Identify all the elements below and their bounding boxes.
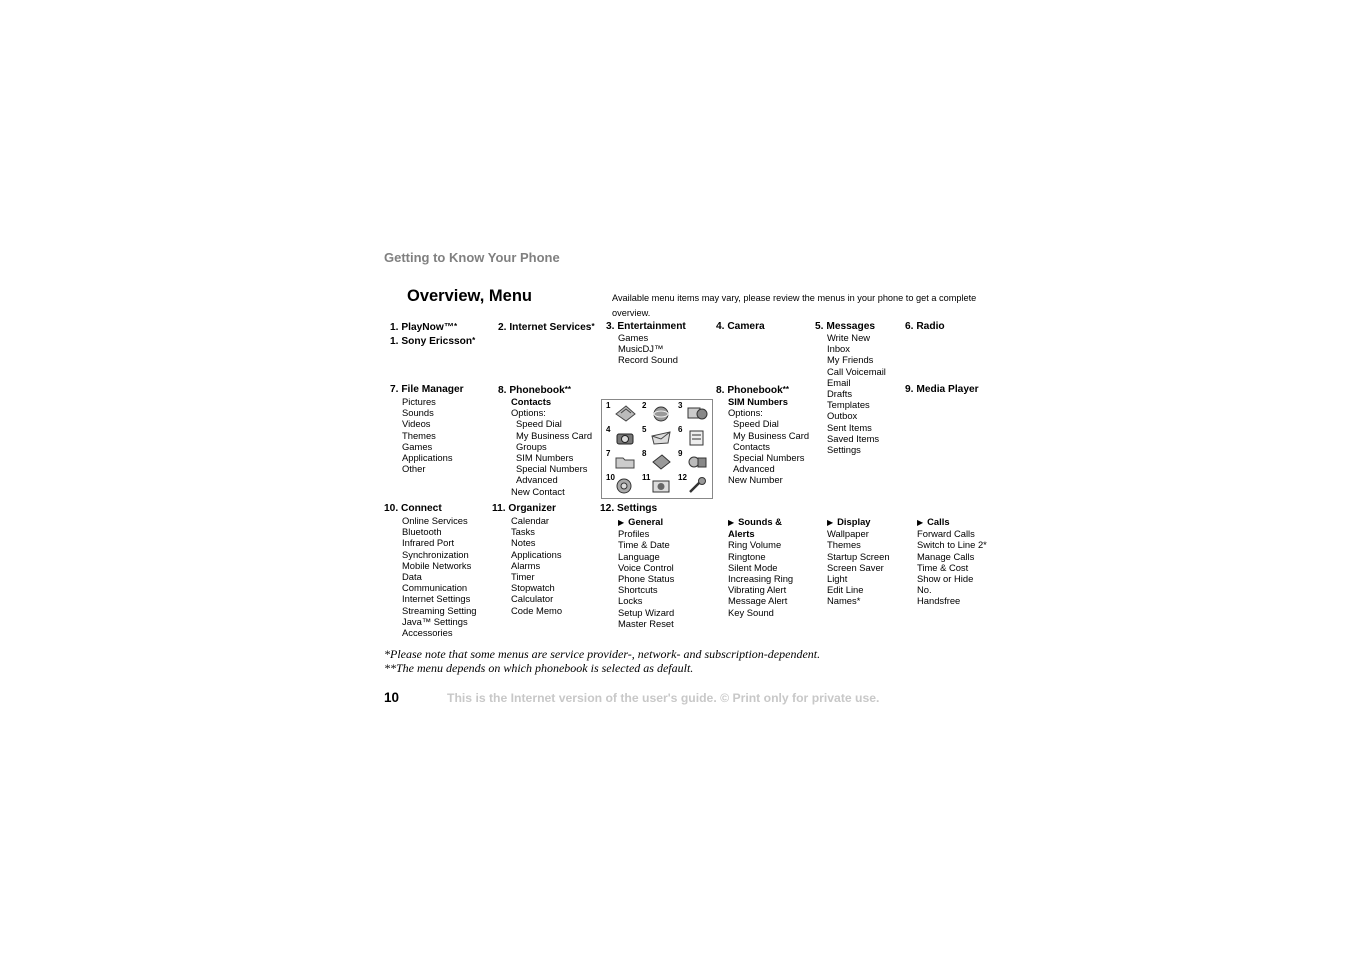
menu-item-label: SIM Numbers — [516, 452, 574, 464]
menu-heading-camera — [716, 320, 765, 334]
menu-item-label: Display — [837, 516, 871, 527]
submenu-phonebook2 — [728, 396, 809, 486]
menu-item-label: Sounds & — [738, 516, 782, 527]
menu-item — [402, 396, 453, 407]
menu-item-label: Stopwatch — [511, 582, 555, 594]
menu-icon-number: 7 — [606, 449, 611, 458]
menu-heading-label: 4. Camera — [716, 321, 765, 332]
menu-item-label: Time & Date — [618, 539, 670, 551]
menu-item — [827, 377, 886, 388]
file-manager-icon — [614, 452, 636, 470]
menu-item-label: Calendar — [511, 515, 550, 526]
menu-item — [511, 571, 562, 582]
settings-group-sounds — [728, 516, 793, 618]
menu-item-label: Data — [402, 571, 422, 583]
menu-icon-number: 6 — [678, 425, 683, 434]
menu-item — [827, 528, 890, 539]
messages-icon — [650, 428, 672, 446]
menu-item — [827, 422, 886, 433]
menu-heading-radio — [905, 320, 945, 334]
connect-icon — [614, 476, 636, 494]
menu-icon-number: 9 — [678, 449, 683, 458]
menu-item-label: Advanced — [516, 474, 558, 486]
menu-item — [917, 528, 987, 539]
menu-item-label: Edit Line — [827, 584, 864, 596]
menu-item — [917, 539, 987, 550]
menu-item-label: Communication — [402, 582, 468, 594]
menu-item-label: Locks — [618, 595, 643, 607]
menu-item — [827, 584, 890, 595]
menu-item-label: General — [628, 516, 664, 527]
menu-item — [728, 452, 809, 463]
menu-item — [728, 516, 793, 528]
menu-item — [511, 549, 562, 560]
menu-item-label: Speed Dial — [516, 418, 562, 430]
menu-item — [402, 463, 453, 474]
menu-item — [402, 441, 453, 452]
menu-item-label: Sent Items — [827, 421, 872, 433]
menu-item — [827, 516, 890, 528]
menu-item-label: Language — [618, 550, 660, 562]
menu-item — [511, 605, 562, 616]
footnote-marker: * — [591, 322, 595, 331]
menu-icon-grid — [601, 399, 713, 499]
menu-item-label: Templates — [827, 399, 870, 411]
menu-item — [618, 332, 678, 343]
menu-item-label: Voice Control — [618, 561, 674, 573]
menu-item-label: Notes — [511, 537, 536, 549]
menu-item-label: Java™ Settings — [402, 615, 468, 627]
menu-item — [917, 573, 987, 584]
settings-group-general — [618, 516, 674, 629]
menu-item-label: Mobile Networks — [402, 559, 472, 571]
menu-item — [402, 452, 453, 463]
menu-item — [827, 388, 886, 399]
menu-item — [827, 332, 886, 343]
menu-item-label: Groups — [516, 440, 547, 452]
menu-item — [728, 418, 809, 429]
menu-item — [402, 549, 477, 560]
menu-item-label: Wallpaper — [827, 528, 869, 540]
menu-item — [402, 430, 453, 441]
menu-item — [917, 562, 987, 573]
menu-icon-cell — [675, 425, 711, 449]
menu-item — [618, 562, 674, 573]
menu-item-label: No. — [917, 584, 932, 596]
menu-item-label: Contacts — [511, 396, 552, 407]
menu-icon-number: 12 — [678, 473, 687, 482]
menu-heading-label: 5. Messages — [815, 321, 876, 332]
menu-icon-cell — [675, 401, 711, 425]
menu-item — [402, 616, 477, 627]
menu-item — [511, 396, 592, 407]
section-header: Getting to Know Your Phone — [384, 250, 560, 265]
menu-item — [728, 595, 793, 606]
menu-item-label: Ringtone — [728, 550, 766, 562]
menu-item-label: Write New — [827, 332, 871, 343]
menu-item — [511, 486, 592, 497]
menu-item — [827, 444, 886, 455]
settings-icon — [686, 476, 708, 494]
menu-heading-connect — [384, 502, 442, 516]
menu-item — [827, 539, 890, 550]
menu-heading-label: 9. Media Player — [905, 384, 979, 395]
menu-item — [728, 463, 809, 474]
menu-icon-cell — [639, 473, 675, 497]
page-title: Overview, Menu — [407, 287, 533, 305]
menu-item-label: Options: — [511, 407, 546, 419]
menu-item-label: My Friends — [827, 354, 874, 366]
menu-item-label: Timer — [511, 571, 535, 583]
menu-item-label: Forward Calls — [917, 528, 975, 540]
menu-item-label: My Business Card — [516, 429, 593, 441]
menu-item — [728, 584, 793, 595]
footnote-marker: ** — [564, 385, 572, 394]
menu-heading-label: 3. Entertainment — [606, 321, 686, 332]
menu-icon-number: 2 — [642, 401, 647, 410]
menu-item — [618, 539, 674, 550]
menu-item — [618, 573, 674, 584]
menu-item — [618, 343, 678, 354]
submenu-filemanager — [402, 396, 453, 474]
menu-item — [618, 595, 674, 606]
menu-item — [728, 430, 809, 441]
menu-item — [827, 410, 886, 421]
menu-item-label: Saved Items — [827, 432, 880, 444]
menu-icon-number: 10 — [606, 473, 615, 482]
menu-item-label: Themes — [402, 429, 436, 441]
menu-icon-cell — [603, 449, 639, 473]
menu-item — [917, 584, 987, 595]
menu-item-label: Online Services — [402, 515, 468, 526]
arrow-right-icon: ▶ — [728, 518, 735, 527]
menu-item-label: Videos — [402, 418, 431, 430]
media-player-icon — [686, 452, 708, 470]
menu-heading-playnow — [390, 320, 457, 335]
menu-item — [618, 551, 674, 562]
menu-item — [511, 430, 592, 441]
arrow-right-icon: ▶ — [827, 518, 834, 527]
menu-item — [618, 607, 674, 618]
menu-item — [402, 407, 453, 418]
menu-item-label: Calculator — [511, 593, 554, 605]
menu-item — [402, 537, 477, 548]
menu-item-label: Record Sound — [618, 354, 678, 366]
menu-item — [402, 627, 477, 638]
menu-item — [402, 582, 477, 593]
intro-text: Available menu items may vary, please review the menus in your phone to get a complete overview. — [612, 293, 977, 318]
menu-item — [511, 560, 562, 571]
menu-item-label: Silent Mode — [728, 561, 778, 573]
menu-icon-number: 5 — [642, 425, 647, 434]
menu-item — [618, 528, 674, 539]
menu-item — [402, 571, 477, 582]
menu-item-label: Switch to Line 2* — [917, 539, 987, 551]
menu-item — [827, 433, 886, 444]
menu-item — [511, 418, 592, 429]
menu-item-label: Games — [618, 332, 649, 343]
menu-item-label: Startup Screen — [827, 550, 890, 562]
menu-item-label: Advanced — [733, 463, 775, 475]
menu-item-label: Speed Dial — [733, 418, 779, 430]
menu-item — [402, 526, 477, 537]
settings-group-calls — [917, 516, 987, 607]
menu-item — [728, 539, 793, 550]
menu-item — [827, 366, 886, 377]
submenu-connect — [402, 515, 477, 638]
menu-item — [402, 418, 453, 429]
menu-item — [728, 551, 793, 562]
menu-heading-settings — [600, 502, 657, 516]
organizer-icon — [650, 476, 672, 494]
menu-icon-number: 8 — [642, 449, 647, 458]
menu-item — [511, 515, 562, 526]
menu-item-label: Handsfree — [917, 595, 961, 607]
menu-item-label: Screen Saver — [827, 561, 884, 573]
menu-item-label: Setup Wizard — [618, 606, 675, 618]
menu-item-label: Message Alert — [728, 595, 788, 607]
menu-item — [917, 516, 987, 528]
menu-heading-filemanager — [390, 383, 464, 397]
menu-item-label: Calls — [927, 516, 950, 527]
menu-heading-label: 2. Internet Services — [498, 322, 592, 333]
menu-item-label: Infrared Port — [402, 537, 455, 549]
menu-item — [827, 595, 890, 606]
menu-item-label: Alarms — [511, 559, 541, 571]
menu-item — [728, 562, 793, 573]
menu-item — [827, 573, 890, 584]
menu-icon-number: 11 — [642, 473, 651, 482]
menu-heading-label: 8. Phonebook — [498, 385, 565, 396]
menu-icon-cell — [639, 401, 675, 425]
submenu-phonebook1 — [511, 396, 592, 497]
menu-item-label: MusicDJ™ — [618, 343, 664, 355]
menu-item-label: Applications — [511, 548, 562, 560]
menu-item — [511, 463, 592, 474]
menu-item-label: New Contact — [511, 485, 565, 497]
page-number: 10 — [384, 690, 400, 705]
footnote-1: *Please note that some menus are service provider-, network- and subscription-dependent. — [384, 647, 821, 661]
menu-item-label: Profiles — [618, 528, 650, 540]
menu-icon-cell — [639, 449, 675, 473]
menu-item-label: Call Voicemail — [827, 365, 886, 377]
footer-note: This is the Internet version of the user's guide. © Print only for private use. — [447, 691, 880, 705]
playnow-icon — [614, 404, 636, 422]
menu-item — [511, 526, 562, 537]
menu-heading-sonyericsson — [390, 334, 475, 349]
menu-item — [827, 399, 886, 410]
menu-item-label: Streaming Setting — [402, 604, 477, 616]
menu-heading-organizer — [492, 502, 556, 516]
menu-item — [511, 441, 592, 452]
menu-item-label: Key Sound — [728, 606, 774, 618]
menu-item-label: Shortcuts — [618, 584, 658, 596]
settings-group-display — [827, 516, 890, 607]
menu-heading-label: 11. Organizer — [492, 503, 556, 514]
menu-item-label: Code Memo — [511, 604, 563, 616]
menu-item — [728, 573, 793, 584]
menu-item — [917, 595, 987, 606]
menu-heading-label: 8. Phonebook — [716, 385, 783, 396]
arrow-right-icon: ▶ — [618, 518, 625, 527]
menu-item — [728, 607, 793, 618]
menu-icon-cell — [603, 401, 639, 425]
footnote-marker: ** — [782, 385, 790, 394]
menu-item-label: Sounds — [402, 407, 434, 419]
menu-item-label: Email — [827, 376, 851, 388]
menu-item-label: Other — [402, 463, 426, 475]
menu-item — [728, 396, 809, 407]
menu-item — [511, 407, 592, 418]
submenu-entertainment — [618, 332, 678, 366]
entertainment-icon — [686, 404, 708, 422]
menu-heading-label: 6. Radio — [905, 321, 945, 332]
menu-item-label: SIM Numbers — [728, 396, 788, 407]
menu-item — [728, 441, 809, 452]
submenu-messages — [827, 332, 886, 455]
footnote-marker: * — [453, 322, 458, 331]
menu-item — [728, 528, 793, 539]
menu-heading-label: 7. File Manager — [390, 384, 464, 395]
menu-item-label: Outbox — [827, 410, 858, 422]
menu-item — [402, 560, 477, 571]
menu-item — [827, 354, 886, 365]
menu-item-label: Vibrating Alert — [728, 584, 787, 596]
menu-item — [618, 584, 674, 595]
menu-item-label: Ring Volume — [728, 539, 782, 551]
menu-item — [618, 618, 674, 629]
menu-item — [827, 562, 890, 573]
menu-item — [618, 516, 674, 528]
menu-item — [402, 515, 477, 526]
menu-item-label: Internet Settings — [402, 593, 471, 605]
menu-item — [511, 452, 592, 463]
menu-item-label: Pictures — [402, 396, 436, 407]
menu-item — [728, 407, 809, 418]
menu-heading-label: 12. Settings — [600, 503, 658, 514]
menu-item-label: New Number — [728, 474, 783, 486]
internet-icon — [650, 404, 672, 422]
menu-item-label: Contacts — [733, 440, 770, 452]
menu-icon-cell — [675, 449, 711, 473]
phonebook-icon — [650, 452, 672, 470]
submenu-organizer — [511, 515, 562, 616]
arrow-right-icon: ▶ — [917, 518, 924, 527]
menu-item-label: Inbox — [827, 343, 850, 355]
menu-item — [511, 537, 562, 548]
footnote-marker: * — [472, 336, 476, 345]
menu-item-label: Tasks — [511, 526, 535, 538]
menu-item-label: Synchronization — [402, 548, 469, 560]
menu-item-label: Themes — [827, 539, 861, 551]
radio-icon — [686, 428, 708, 446]
menu-heading-mediaplayer — [905, 383, 979, 397]
menu-item — [728, 474, 809, 485]
menu-item-label: Time & Cost — [917, 561, 969, 573]
menu-item-label: Alerts — [728, 528, 755, 540]
menu-item — [511, 582, 562, 593]
menu-item-label: Bluetooth — [402, 526, 442, 538]
menu-item-label: My Business Card — [733, 429, 810, 441]
menu-heading-label: 10. Connect — [384, 503, 442, 514]
menu-icon-cell — [639, 425, 675, 449]
menu-item-label: Manage Calls — [917, 550, 975, 562]
menu-item-label: Special Numbers — [516, 463, 588, 475]
menu-item-label: Master Reset — [618, 617, 674, 629]
menu-heading-label: 1. Sony Ericsson — [390, 336, 473, 347]
menu-item-label: Options: — [728, 407, 763, 419]
menu-item — [917, 551, 987, 562]
menu-icon-cell — [603, 473, 639, 497]
menu-item-label: Accessories — [402, 627, 453, 639]
menu-item — [402, 593, 477, 604]
menu-icon-number: 3 — [678, 401, 683, 410]
menu-heading-internet — [498, 320, 595, 335]
menu-item — [402, 605, 477, 616]
menu-item-label: Settings — [827, 444, 861, 456]
menu-item — [511, 474, 592, 485]
menu-icon-cell — [675, 473, 711, 497]
menu-icon-number: 4 — [606, 425, 611, 434]
menu-item-label: Increasing Ring — [728, 573, 794, 585]
camera-icon — [614, 428, 636, 446]
menu-item-label: Light — [827, 573, 848, 585]
menu-item — [511, 593, 562, 604]
menu-item-label: Show or Hide — [917, 573, 974, 585]
menu-item — [827, 343, 886, 354]
menu-item-label: Drafts — [827, 388, 853, 400]
menu-item — [618, 354, 678, 365]
menu-icon-cell — [603, 425, 639, 449]
footnote-2: **The menu depends on which phonebook is selected as default. — [384, 661, 694, 675]
menu-heading-label: 1. PlayNow™ — [390, 322, 454, 333]
menu-icon-number: 1 — [606, 401, 611, 410]
menu-item-label: Phone Status — [618, 573, 675, 585]
menu-item — [827, 551, 890, 562]
menu-item-label: Names* — [827, 595, 861, 607]
menu-item-label: Applications — [402, 452, 453, 464]
menu-item-label: Special Numbers — [733, 452, 805, 464]
menu-item-label: Games — [402, 440, 433, 452]
